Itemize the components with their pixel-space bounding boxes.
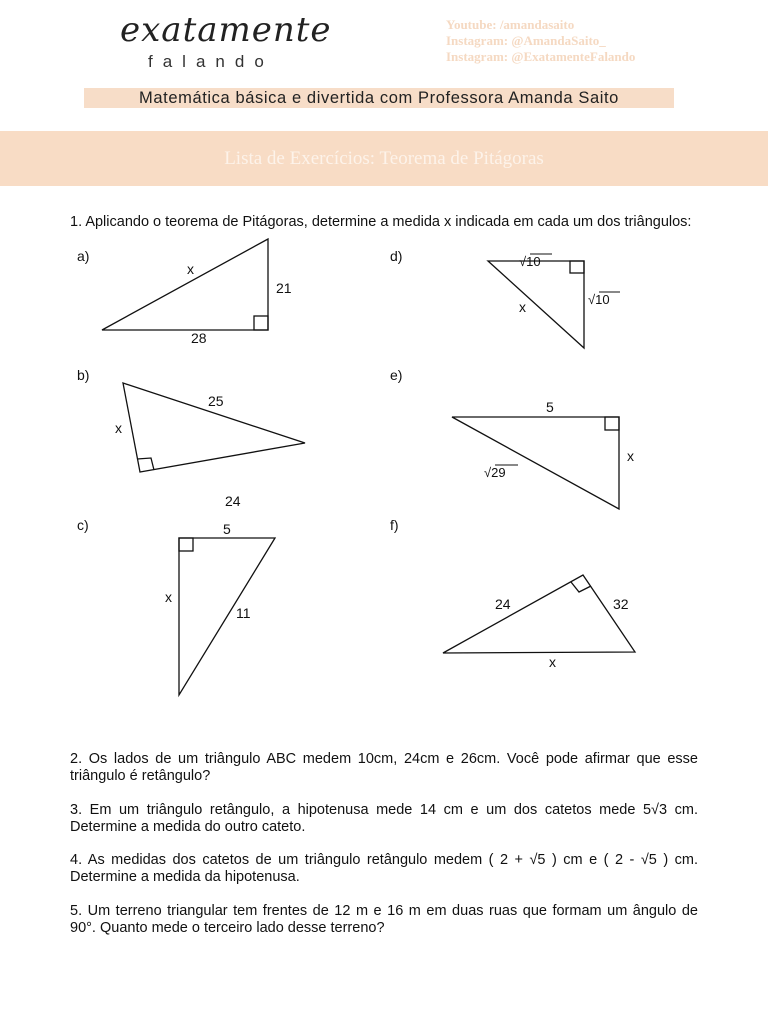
right-angle-marker-e [605, 417, 619, 430]
item-label-c: c) [77, 517, 89, 533]
side-label-c-leg2: x [165, 589, 172, 605]
side-label-f-leg1: 24 [495, 596, 511, 612]
side-label-f-hyp: x [549, 654, 556, 670]
side-label-a-hyp: x [187, 261, 194, 277]
side-label-b-hyp: 25 [208, 393, 224, 409]
side-label-c-leg1: 5 [223, 521, 231, 537]
right-angle-marker-c [179, 538, 193, 551]
question-3: 3. Em um triângulo retângulo, a hipotenusa mede 14 cm e um dos catetos mede 5√3 cm. Determine a medida do outro cateto. [70, 802, 698, 835]
side-label-e-leg2: x [627, 448, 634, 464]
item-label-a: a) [77, 248, 90, 264]
side-label-e-hyp: √29 [484, 465, 506, 480]
question-1: 1. Aplicando o teorema de Pitágoras, determine a medida x indicada em cada um dos triângulos: [70, 214, 692, 230]
logo-wordmark: exatamente [120, 10, 332, 50]
side-label-e-leg1: 5 [546, 399, 554, 415]
question-4: 4. As medidas dos catetos de um triângulo retângulo medem ( 2 + √5 ) cm e ( 2 - √5 ) cm. Determine a medida da hipotenusa. [70, 852, 698, 885]
side-label-d-leg1: √10 [519, 254, 541, 269]
social-instagram-1[interactable]: Instagram: @AmandaSaito_ [446, 33, 606, 48]
item-label-b: b) [77, 367, 90, 383]
question-5: 5. Um terreno triangular tem frentes de 12 m e 16 m em duas ruas que formam um ângulo de 90°. Quanto mede o terceiro lado desse terreno? [70, 903, 698, 936]
tagline: Matemática básica e divertida com Professora Amanda Saito [84, 88, 674, 108]
item-label-d: d) [390, 248, 403, 264]
side-label-f-leg2: 32 [613, 596, 629, 612]
question-2: 2. Os lados de um triângulo ABC medem 10cm, 24cm e 26cm. Você pode afirmar que esse triângulo é retângulo? [70, 751, 698, 784]
triangle-c [179, 538, 275, 695]
right-angle-marker-d [570, 261, 584, 273]
triangle-e [452, 417, 619, 509]
triangle-a [102, 239, 268, 330]
item-label-e: e) [390, 367, 403, 383]
page-title: Lista de Exercícios: Teorema de Pitágoras [224, 148, 544, 169]
side-label-b-leg1: x [115, 420, 122, 436]
side-label-d-hyp: x [519, 299, 526, 315]
right-angle-marker-a [254, 316, 268, 330]
triangle-d [488, 261, 584, 348]
side-label-c-hyp: 11 [236, 605, 251, 621]
social-youtube[interactable]: Youtube: /amandasaito [446, 17, 575, 32]
triangle-f [443, 575, 635, 653]
side-label-d-leg2: √10 [588, 292, 610, 307]
side-label-a-leg1: 21 [276, 280, 292, 296]
item-label-f: f) [390, 517, 399, 533]
side-label-a-leg2: 28 [191, 330, 207, 346]
logo-subtitle: falando [148, 52, 274, 71]
social-instagram-2[interactable]: Instagram: @ExatamenteFalando [446, 49, 636, 64]
side-label-b-leg2: 24 [225, 493, 241, 509]
